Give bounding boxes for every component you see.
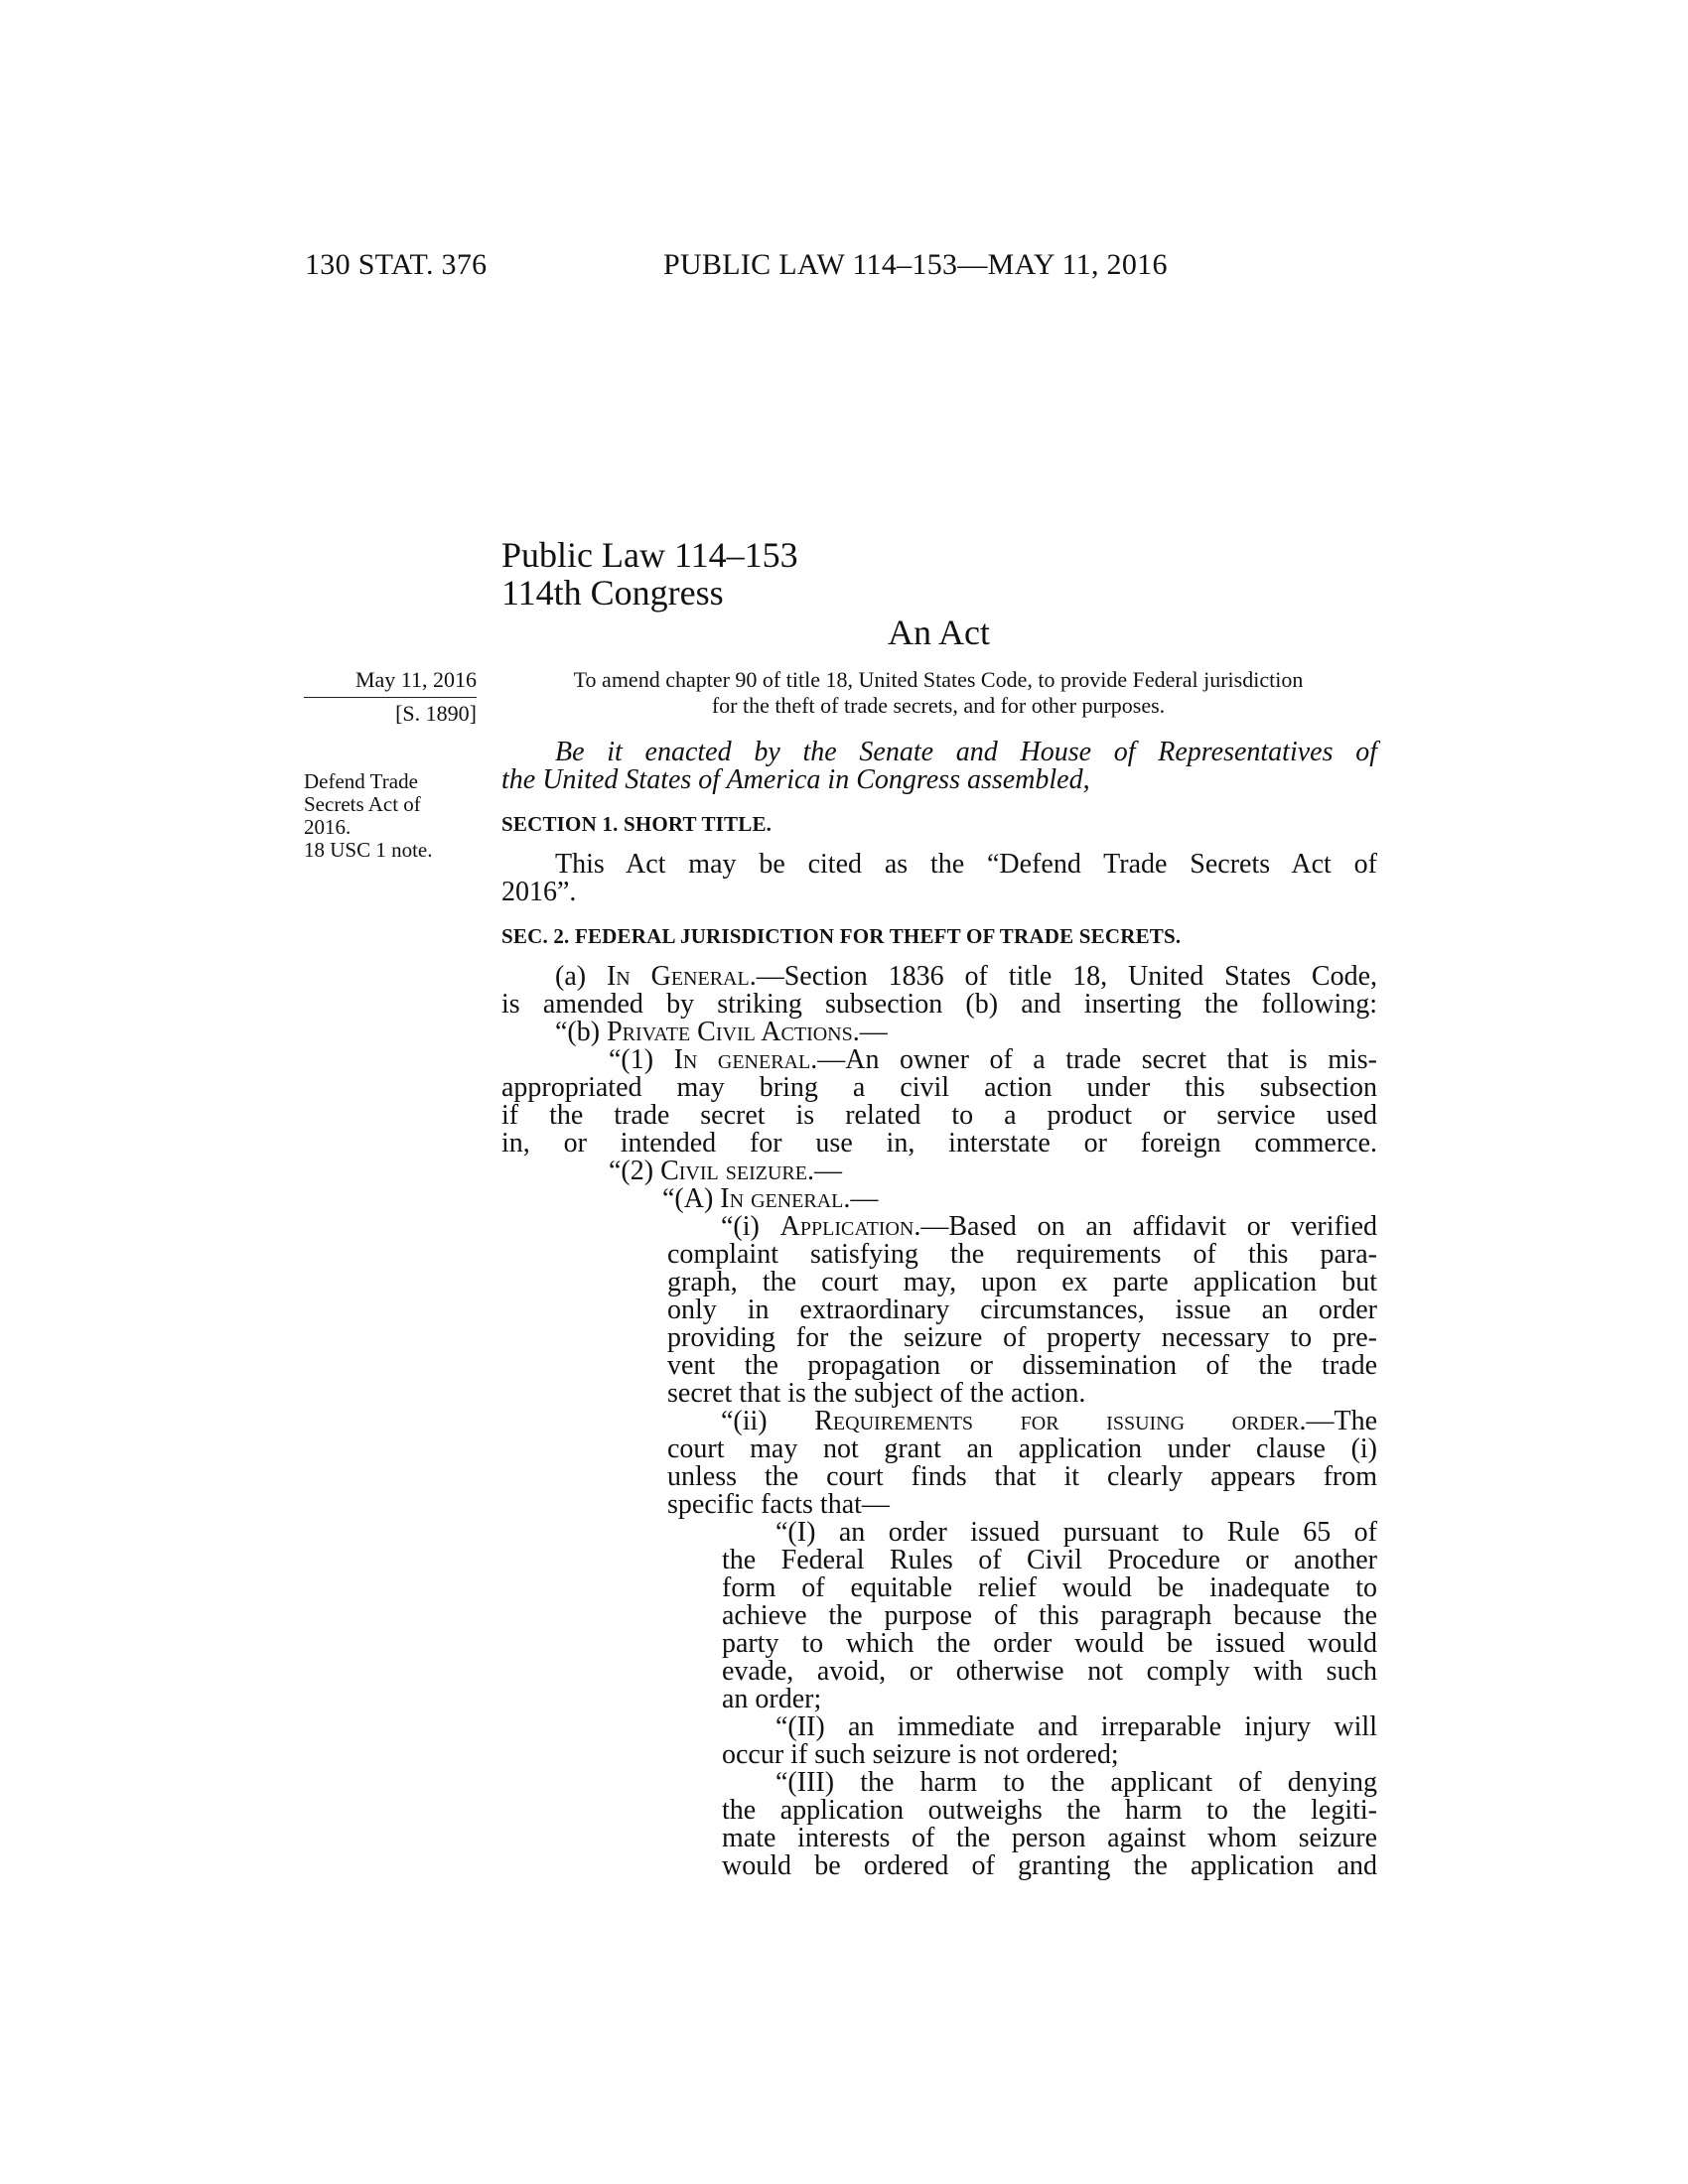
text-line: “(II) an immediate and irreparable injury will xyxy=(775,1711,1377,1742)
text-line: only in extraordinary circumstances, issue an order xyxy=(667,1295,1377,1325)
congress-number: 114th Congress xyxy=(501,573,724,613)
section-1-heading: SECTION 1. SHORT TITLE. xyxy=(501,812,773,836)
text-line: the Federal Rules of Civil Procedure or another xyxy=(722,1545,1377,1575)
subclauses xyxy=(722,1519,1377,1880)
text-line: court may not grant an application under clause (i) xyxy=(667,1433,1377,1464)
text-line: unless the court finds that it clearly appears from xyxy=(667,1461,1377,1492)
margin-note-line: 18 USC 1 note. xyxy=(304,838,433,862)
text-line xyxy=(667,1408,1377,1435)
text-line: “(I) an order issued pursuant to Rule 65 of xyxy=(775,1517,1377,1548)
clause-dash: .— xyxy=(843,1183,879,1214)
text-line xyxy=(667,1213,1377,1241)
text-line: “(III) the harm to the applicant of denying xyxy=(775,1767,1377,1798)
clause-dash: .— xyxy=(806,1156,842,1186)
text-line: is amended by striking subsection (b) and inserting the following: xyxy=(501,989,1377,1020)
margin-note-line: 2016. xyxy=(304,815,352,839)
text-line: evade, avoid, or otherwise not comply with such xyxy=(722,1656,1377,1687)
act-purpose xyxy=(501,667,1375,719)
text-line: an order; xyxy=(722,1684,822,1714)
clause-caption: Requirements for issuing order xyxy=(814,1406,1300,1436)
text-line xyxy=(501,1185,1377,1213)
clause-label: “(A) xyxy=(662,1183,721,1214)
text-line: achieve the purpose of this paragraph because the xyxy=(722,1600,1377,1631)
text-line: This Act may be cited as the “Defend Trade Secrets Act of xyxy=(555,849,1377,880)
clause-label: “(2) xyxy=(609,1156,661,1186)
page-citation: 130 STAT. 376 xyxy=(305,248,488,281)
text-line: secret that is the subject of the action. xyxy=(667,1378,1086,1409)
text-line: mate interests of the person against whom seizure xyxy=(722,1823,1377,1853)
margin-short-title-note xyxy=(304,770,483,862)
paragraph-1 xyxy=(501,1046,1377,1213)
clause-caption: In general xyxy=(720,1183,844,1214)
margin-divider xyxy=(304,697,477,698)
purpose-line: To amend chapter 90 of title 18, United States Code, to provide Federal jurisdiction xyxy=(573,667,1304,692)
clause-label: (a) xyxy=(555,961,607,992)
text-line: form of equitable relief would be inadequate to xyxy=(722,1572,1377,1603)
clause-i xyxy=(667,1213,1377,1519)
running-head: PUBLIC LAW 114–153—MAY 11, 2016 xyxy=(663,248,1168,281)
margin-bill-number: [S. 1890] xyxy=(395,701,477,726)
enacting-line: the United States of America in Congress assembled, xyxy=(501,764,1090,795)
text-line: vent the propagation or dissemination of the trade xyxy=(667,1350,1377,1381)
text-line xyxy=(501,1046,1377,1074)
margin-note-line: Secrets Act of xyxy=(304,792,421,816)
text-line xyxy=(501,1019,1377,1046)
text-line: specific facts that— xyxy=(667,1489,890,1520)
clause-label: “(b) xyxy=(555,1017,608,1047)
margin-note-line: Defend Trade xyxy=(304,769,418,793)
text-line: complaint satisfying the requirements of this para- xyxy=(667,1239,1377,1270)
purpose-line: for the theft of trade secrets, and for other purposes. xyxy=(711,693,1166,718)
clause-dash: .— xyxy=(852,1017,888,1047)
clause-label: “(1) xyxy=(609,1044,674,1075)
margin-date: May 11, 2016 xyxy=(354,667,477,692)
section-1-text xyxy=(501,851,1377,906)
enacting-clause xyxy=(501,739,1377,794)
text-line: in, or intended for use in, interstate or foreign commerce. xyxy=(501,1128,1377,1159)
clause-caption: In General xyxy=(606,961,750,992)
act-heading: An Act xyxy=(888,613,990,652)
text-line: party to which the order would be issued would xyxy=(722,1628,1377,1659)
clause-label: “(ii) xyxy=(721,1406,815,1436)
clause-caption: Private Civil Actions xyxy=(607,1017,853,1047)
subsection-a xyxy=(501,963,1377,1046)
text-line: occur if such seizure is not ordered; xyxy=(722,1739,1119,1770)
law-title: Public Law 114–153 xyxy=(501,535,798,575)
enacting-line: Be it enacted by the Senate and House of Representatives of xyxy=(555,737,1377,767)
text-line: if the trade secret is related to a product or service used xyxy=(501,1100,1377,1131)
clause-caption: Civil seizure xyxy=(660,1156,807,1186)
clause-text: .—Section 1836 of title 18, United States Code, xyxy=(749,961,1377,992)
text-line xyxy=(501,1158,1377,1185)
text-line xyxy=(501,963,1377,991)
text-line: the application outweighs the harm to the legiti- xyxy=(722,1795,1377,1826)
clause-caption: In general xyxy=(673,1044,811,1075)
text-line: providing for the seizure of property necessary to pre- xyxy=(667,1322,1377,1353)
text-line: 2016”. xyxy=(501,877,577,907)
text-line: graph, the court may, upon ex parte application but xyxy=(667,1267,1377,1297)
clause-label: “(i) xyxy=(721,1211,780,1242)
clause-text: .—The xyxy=(1299,1406,1377,1436)
text-line: would be ordered of granting the application and xyxy=(722,1850,1377,1881)
section-2-heading: SEC. 2. FEDERAL JURISDICTION FOR THEFT OF TRADE SECRETS. xyxy=(501,924,1182,948)
clause-text: .—An owner of a trade secret that is mis- xyxy=(810,1044,1377,1075)
clause-text: .—Based on an affidavit or verified xyxy=(914,1211,1377,1242)
clause-caption: Application xyxy=(779,1211,914,1242)
text-line: appropriated may bring a civil action under this subsection xyxy=(501,1072,1377,1103)
